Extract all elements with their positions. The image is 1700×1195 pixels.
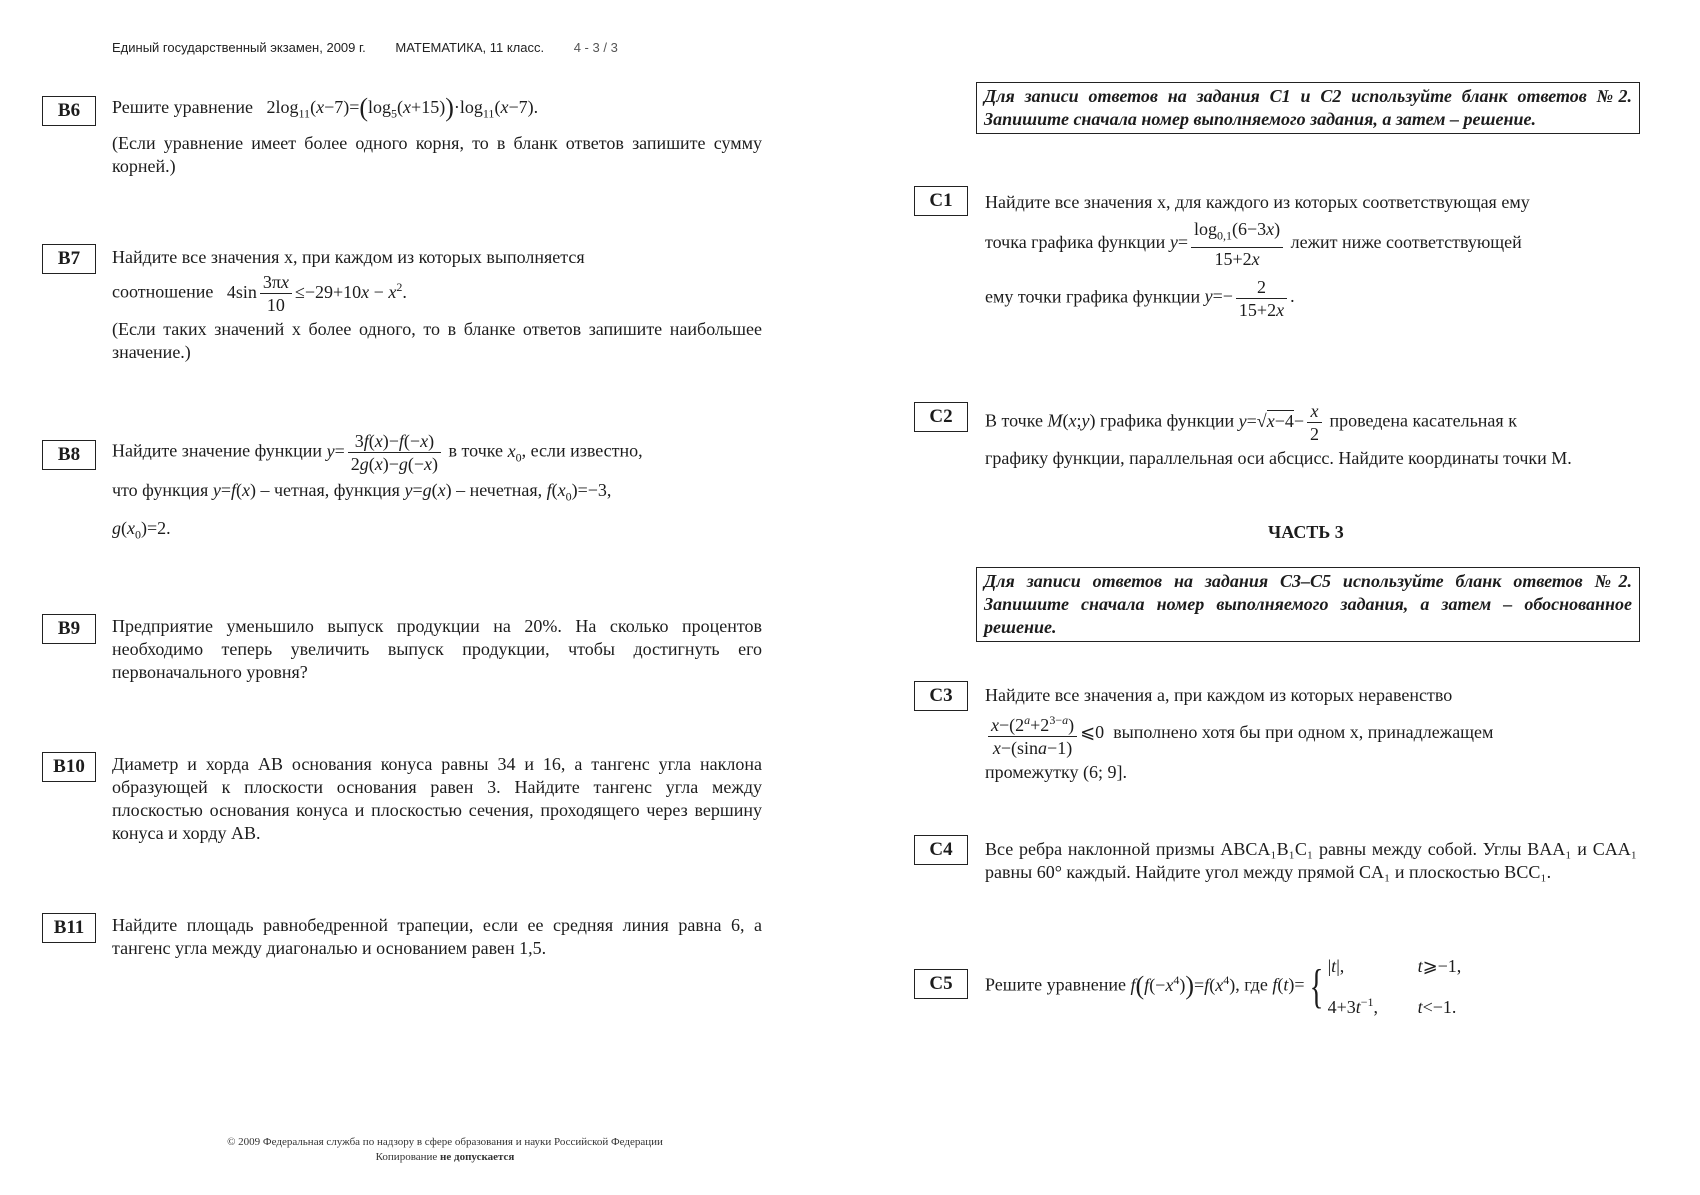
c1-line2a: точка графика функции (985, 231, 1166, 252)
task-c5 (985, 948, 1637, 1025)
footer (175, 1135, 715, 1165)
c2-c: проведена касательная к (1329, 410, 1517, 431)
footer-copyright: © 2009 Федеральная служба по надзору в сфере образования и науки Российской Федерации (227, 1136, 663, 1148)
footer-copy-note: Копирование (375, 1151, 438, 1163)
task-label-b8: B8 (42, 440, 96, 470)
c1-line3: ему точки графика функции (985, 286, 1201, 307)
b6-equation: $2\log_{11}(x-7)=(\log_5(x+15))\cdot\log_{11}(x-7)$. (257, 93, 539, 122)
b7-line1: Найдите все значения x, при каждом из которых выполняется (112, 247, 585, 267)
c2-rest: графику функции, параллельная оси абсцисс. Найдите координаты точки M. (985, 448, 1572, 468)
b8-line2b: – четная, функция (260, 480, 400, 500)
task-b7 (112, 246, 762, 364)
task-label-b6: B6 (42, 96, 96, 126)
task-label-b7: B7 (42, 244, 96, 274)
c2-function: y=√x−4− $\frac{x}{2}$ (1239, 411, 1325, 431)
task-c4: Все ребра наклонной призмы ABCA₁B₁C₁ равны между собой. Углы BAA₁ и CAA₁ равны 60° каждый. Найдите угол между прямой CA₁ и плоскостью BCC₁. (985, 839, 1637, 882)
c1-line2b: лежит ниже соответствующей (1290, 231, 1522, 252)
b8-point: $x_0$ (507, 440, 522, 465)
c3-line3: промежутку (985, 762, 1079, 782)
notice-c3-c5: Для записи ответов на задания С3–С5 используйте бланк ответов №2. Запишите сначала номер выполняемого задания, а затем – обоснованное решение. (976, 567, 1640, 642)
footer-copy-forbidden: не допускается (440, 1151, 515, 1163)
subject-title: МАТЕМАТИКА, 11 класс. (395, 40, 545, 55)
task-label-c2: C2 (914, 402, 968, 432)
b7-note: (Если таких значений x более одного, то в бланке ответов запишите наибольшее значение.) (112, 319, 762, 362)
c5-equation: $f(f(-x^4))=f(x^4)$ (1130, 970, 1236, 1000)
task-c3 (985, 684, 1637, 784)
c2-b: графика функции (1100, 410, 1235, 431)
c5-where: , где (1235, 974, 1268, 995)
b8-tail: , если известно, (521, 440, 643, 461)
b8-g-odd: y=g(x) (404, 480, 452, 500)
b8-intro: Найдите значение функции (112, 440, 323, 461)
c2-point: M(x;y) (1047, 410, 1096, 431)
task-b10: Диаметр и хорда AB основания конуса равны 34 и 16, а тангенс угла наклона образующей к плоскости основания равен 3. Найдите тангенс угла между плоскостью основания конуса и плоскостью сечения, проходящего через вершину конуса и хорду AB. (112, 754, 762, 843)
b8-g-value: $g(x_0)=2$. (112, 517, 171, 542)
b7-intro2: соотношение (112, 281, 214, 302)
task-b11: Найдите площадь равнобедренной трапеции, если ее средняя линия равна 6, а тангенс угла между диагональю и основанием равен 1,5. (112, 915, 762, 958)
b8-f-even: y=f(x) (212, 480, 256, 500)
task-c1 (985, 191, 1637, 321)
task-label-b10: B10 (42, 752, 96, 782)
c1-function1: y= $\frac{\log_{0,1}(6-3x)}{15+2x}$ (1170, 232, 1286, 252)
task-label-c1: C1 (914, 186, 968, 216)
task-label-b9: B9 (42, 614, 96, 644)
c3-line1: Найдите все значения a, при каждом из которых неравенство (985, 685, 1453, 705)
page-code: 4 - 3 / 3 (573, 40, 618, 55)
task-b6 (112, 93, 762, 178)
b8-line2a: что функция (112, 480, 209, 500)
task-b8 (112, 430, 762, 546)
task-label-c5: C5 (914, 969, 968, 999)
task-c2 (985, 400, 1637, 470)
task-label-c4: C4 (914, 835, 968, 865)
task-b9: Предприятие уменьшило выпуск продукции на 20%. На сколько процентов необходимо теперь увеличить выпуск продукции, чтобы достигнуть его первоначального уровня? (112, 616, 762, 682)
c1-line1: Найдите все значения x, для каждого из которых соответствующая ему (985, 192, 1530, 212)
task-label-b11: B11 (42, 913, 96, 943)
c2-a: В точке (985, 410, 1044, 431)
exam-title: Единый государственный экзамен, 2009 г. (112, 40, 366, 55)
part-3-title: ЧАСТЬ 3 (1268, 522, 1344, 542)
c5-piecewise: f(t)={ |t|, t⩾−1, $4+3t^{-1}$, t<−1. (1272, 956, 1462, 1017)
c3-mid: выполнено хотя бы при одном x, принадлежащем (1113, 722, 1494, 743)
c1-function2: y=− $\frac{2}{15+2x}$ . (1204, 276, 1295, 320)
b7-inequality: 4sin $\frac{3\pi x}{10}$ $\le-29+10x - x^2$. (217, 272, 407, 315)
notice-c1-c2: Для записи ответов на задания С1 и С2 используйте бланк ответов №2. Запишите сначала номер выполняемого задания, а затем – решение. (976, 82, 1640, 134)
b8-f-value: $f(x_0)=-3$, (546, 480, 612, 504)
c3-interval: (6; 9]. (1082, 762, 1127, 782)
b6-note: (Если уравнение имеет более одного корня, то в бланк ответов запишите сумму корней.) (112, 132, 762, 176)
task-label-c3: C3 (914, 681, 968, 711)
b6-intro: Решите уравнение (112, 97, 253, 117)
b8-line2c: – нечетная, (456, 480, 543, 500)
c3-inequality: $\frac{x-(2^a+2^{3-a})}{x-(\sin a-1)}$ ⩽0 (985, 722, 1104, 742)
page-header (112, 40, 644, 55)
c5-intro: Решите уравнение (985, 974, 1126, 995)
b8-function: y= $\frac{3f(x)-f(-x)}{2g(x)-g(-x)}$ (327, 441, 444, 461)
b8-mid: в точке (448, 440, 504, 461)
